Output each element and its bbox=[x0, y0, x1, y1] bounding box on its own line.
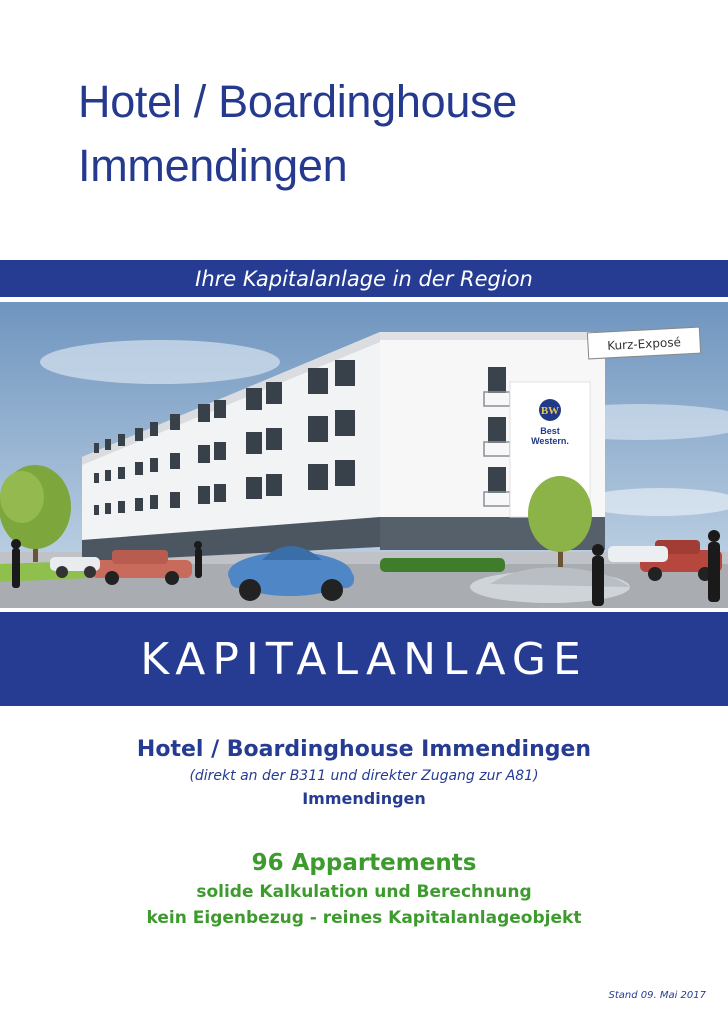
title-line-2: Immendingen bbox=[78, 140, 348, 191]
tagline-band bbox=[0, 260, 728, 297]
car-white-right bbox=[608, 546, 668, 562]
tagline-text: Ihre Kapitalanlage in der Region bbox=[195, 266, 533, 291]
stand-date: Stand 09. Mai 2017 bbox=[608, 990, 706, 1001]
logo-line-1: Best bbox=[540, 426, 560, 436]
project-location-note: (direkt an der B311 und direkter Zugang zur A81) bbox=[189, 768, 539, 784]
title-line-1: Hotel / Boardinghouse bbox=[78, 76, 517, 127]
apartment-count: 96 Appartements bbox=[251, 850, 477, 876]
banner-text: KAPITALANLAGE bbox=[140, 633, 588, 685]
project-heading: Hotel / Boardinghouse Immendingen bbox=[136, 737, 592, 762]
highlight-investment: kein Eigenbezug - reines Kapitalanlageobjekt bbox=[146, 908, 582, 928]
page-title bbox=[78, 70, 698, 198]
project-info bbox=[0, 735, 728, 811]
highlight-calculation: solide Kalkulation und Berechnung bbox=[196, 882, 532, 902]
project-city: Immendingen bbox=[302, 789, 426, 808]
logo-mark: BW bbox=[540, 405, 560, 417]
kurz-expose-stamp bbox=[587, 327, 700, 359]
logo-line-2: Western. bbox=[531, 436, 569, 446]
kapitalanlage-banner bbox=[0, 612, 728, 706]
stamp-text: Kurz-Exposé bbox=[606, 335, 682, 353]
hotel-rendering bbox=[0, 302, 728, 608]
